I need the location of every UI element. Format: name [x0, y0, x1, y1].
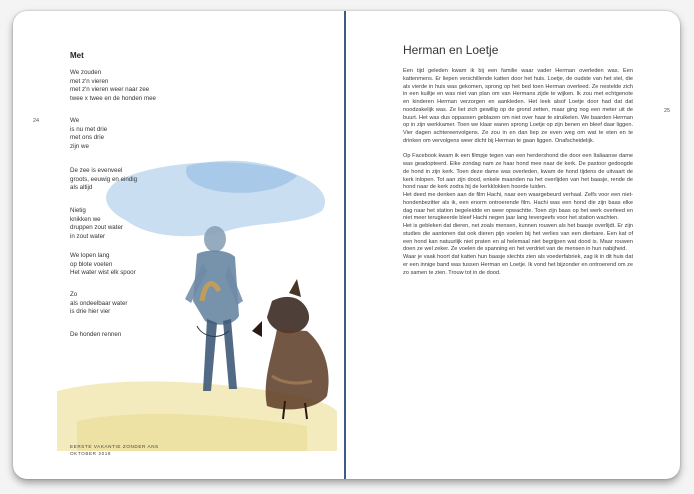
- story-paragraph: Een tijd geleden kwam ik bij een familie waar vader Herman overleden was. Een kattenmens. Er liepen verschillende katten door het huis. Loetje, de oudste van het stel, die als vierde in huis was gekomen, sprong op het bed toen Herman overleed. Ze nestelde zich in een kuiltje en was niet van plan om van Hermans zijde te wijken. Ik zou met echtgenote en kinderen Herman verzorgen en aankleden. Het leek alsof Loetje door had dat dat noodzakelijk was. Ze liet zich gewillig op de grond zetten, maar ging nog een meter uit de buurt. Het was dus oppassen geblazen om niet over haar te struikelen. We baarden Herman op in zijn werkkamer. Toen we klaar waren sprong Loetje op zijn benen en bleef daar liggen. Vier dagen achtereenvolgens. Ze zou in en dan liep ze even weg om wat te eten en te drinken om vervolgens weer dicht bij Herman te gaan liggen. Onafscheidelijk.: [403, 68, 633, 144]
- stanza-3: [70, 167, 137, 193]
- poem-line: in zout water: [70, 232, 106, 240]
- story-paragraph: Waar je vaak hoort dat katten hun baasje slechts zien als voederfabriek, zag ik in dit huis dat er een innige band was tussen Herman en Loetje. Ik vond het bijzonder en ontroerend om ze zo samen te zien. Trouw tot in de dood.: [403, 254, 633, 276]
- poem-line: twee x twee en de honden mee: [70, 94, 156, 102]
- poem-line: is drie hier vier: [70, 308, 111, 315]
- person-figure: [185, 226, 243, 391]
- story-paragraph: Het is gebleken dat dieren, net zoals mensen, kunnen rouwen als het baasje overlijdt. Er zijn studies die aantonen dat ook dieren pijn voelen bij het verlies van een dierbare. Een kat of een hond kan natuurlijk niet praten en al helemaal niet begrijpen wat dood is. Maar rouwen doen ze wel zeker. Ze voelen de spanning en het verdriet van de mensen in hun nabijheid.: [403, 223, 633, 253]
- poem-line: met z'n vieren weer naar zee: [70, 86, 150, 93]
- poem-line: druppen zout water: [70, 224, 123, 231]
- stanza-2: [70, 117, 107, 151]
- story-paragraph: Op Facebook kwam ik een filmpje tegen van een herdershond die door een Italiaanse dame was geadopteerd. Elke zondag nam ze haar hond mee naar de kerk. De pastoor gedoogde de hond in zijn kerk. Toen deze dame was overleden, kwam de hond tijdens de uitvaart de kerk inlopen. Tot aan zijn dood, enkele maanden na het overlijden van het baasje, rende de hond naar de kerk zodra hij de kerkklokken hoorde luiden.: [403, 153, 633, 191]
- poem-line: Zo: [70, 291, 78, 298]
- right-page: [346, 11, 680, 479]
- poem-line: is nu met drie: [70, 125, 108, 133]
- poem-line: groots, eeuwig en eindig: [70, 175, 138, 183]
- poem-line: We: [70, 117, 80, 124]
- page-number-left: 24: [33, 118, 40, 124]
- poem-title: Met: [70, 51, 84, 60]
- story-body: [403, 68, 633, 277]
- poem-line: met ons drie: [70, 134, 105, 141]
- poem-line: knikken we: [70, 215, 101, 223]
- stanza-5: [70, 252, 136, 278]
- poem-line: Nietig: [70, 207, 86, 214]
- story-paragraph: Het deed me denken aan de film Hachi, naar een waargebeurd verhaal. Zelfs voor een niet-hondenbezitter als ik, een enorm ontroerende film. Hachi was een hond die zijn baas elke dag naar het station begeleidde en weer opwachtte. Toen zijn baas op het werk overleed en niet meer terugkeerde bleef Hachi negen jaar lang tevergeefs voor het station wachten.: [403, 192, 633, 222]
- poem-line: We zouden: [70, 69, 102, 76]
- poem-line: met z'n vieren: [70, 77, 109, 85]
- poem-line: De zee is evenveel: [70, 167, 123, 174]
- illustration-caption: [70, 443, 159, 457]
- stanza-4: [70, 207, 123, 241]
- caption-line: EERSTE VAKANTIE ZONDER ANS: [70, 444, 159, 449]
- open-book: [13, 11, 680, 479]
- poem-line: zijn we: [70, 142, 89, 150]
- poem-line: We lopen lang: [70, 252, 110, 259]
- poem-line: als altijd: [70, 184, 93, 191]
- poem-line: op blote voeten: [70, 260, 113, 268]
- story-title: Herman en Loetje: [403, 43, 499, 57]
- poem-line: Het water wist elk spoor: [70, 269, 136, 276]
- page-number-right: 25: [664, 108, 671, 114]
- caption-line: OKTOBER 2018: [70, 451, 112, 456]
- left-page: [13, 11, 344, 479]
- stanza-7: [70, 331, 121, 340]
- stanza-1: [70, 69, 156, 103]
- stanza-6: [70, 291, 127, 317]
- poem-line: De honden rennen: [70, 331, 122, 338]
- poem-line: als ondeelbaar water: [70, 299, 128, 307]
